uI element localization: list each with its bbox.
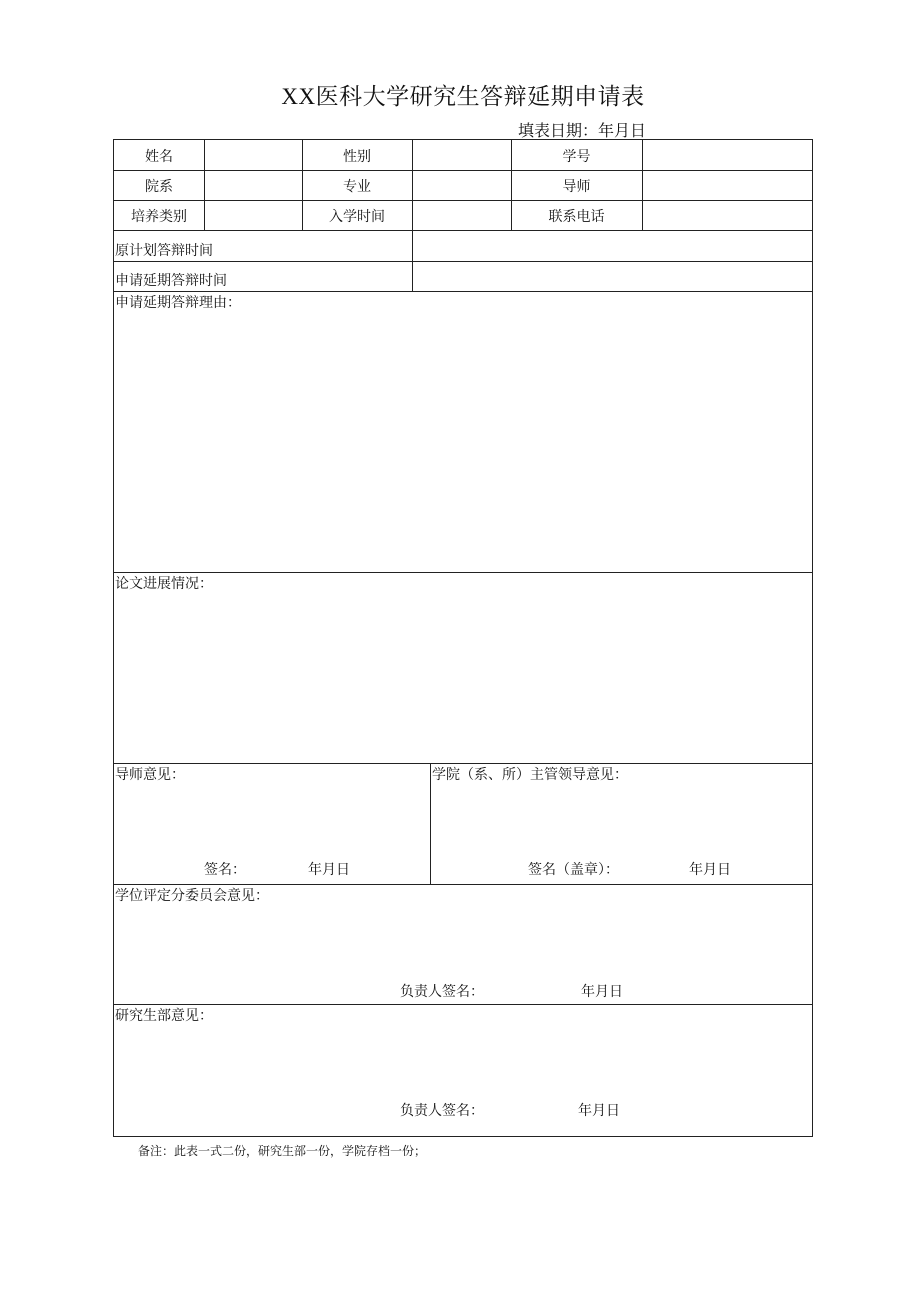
label-supervisor: 导师 [562, 179, 591, 195]
label-major: 专业 [343, 179, 371, 195]
label-delayed-defense-time: 申请延期答辩时间 [115, 273, 227, 289]
supervisor-sign-label: 签名： [204, 862, 246, 878]
delay-reason-field[interactable] [115, 312, 811, 570]
phone-field[interactable] [643, 201, 811, 229]
name-field[interactable] [205, 141, 301, 169]
committee-opinion-field[interactable] [115, 905, 811, 975]
thesis-progress-field[interactable] [115, 593, 811, 761]
delayed-defense-time-field[interactable] [413, 262, 811, 290]
label-phone: 联系电话 [548, 209, 605, 225]
department-field[interactable] [205, 171, 301, 199]
form-title [0, 78, 920, 111]
row-divider [114, 763, 812, 764]
label-department: 院系 [145, 179, 173, 195]
original-defense-time-field[interactable] [413, 231, 811, 260]
col-divider [430, 763, 431, 884]
committee-date-label: 年月日 [581, 984, 623, 1000]
title-main: 医科大学研究生答辩延期申请表 [315, 84, 645, 110]
supervisor-date-label: 年月日 [308, 862, 350, 878]
label-supervisor-opinion: 导师意见： [115, 767, 185, 783]
label-original-defense-time: 原计划答辩时间 [115, 243, 213, 259]
row-divider [114, 291, 812, 292]
graduate-dept-sign-label: 负责人签名： [400, 1103, 484, 1119]
enrollment-time-field[interactable] [413, 201, 510, 229]
label-thesis-progress: 论文进展情况： [115, 576, 213, 592]
application-form [113, 139, 813, 1137]
supervisor-field[interactable] [643, 171, 811, 199]
label-college-opinion: 学院（系、所）主管领导意见： [432, 767, 628, 783]
title-prefix: XX [281, 84, 316, 109]
label-graduate-dept-opinion: 研究生部意见： [115, 1008, 213, 1024]
row-divider [114, 1004, 812, 1005]
committee-sign-label: 负责人签名： [400, 984, 484, 1000]
college-date-label: 年月日 [689, 862, 731, 878]
label-student-id: 学号 [562, 149, 591, 165]
row-divider [114, 884, 812, 885]
footnote: 备注：此表一式二份，研究生部一份，学院存档一份； [138, 1144, 427, 1158]
label-gender: 性别 [343, 149, 371, 165]
supervisor-opinion-field[interactable] [115, 784, 429, 854]
fill-date: 填表日期：年月日 [518, 121, 647, 140]
student-id-field[interactable] [643, 141, 811, 169]
training-type-field[interactable] [205, 201, 301, 229]
college-opinion-field[interactable] [432, 784, 811, 854]
label-committee-opinion: 学位评定分委员会意见： [115, 888, 269, 904]
label-delay-reason: 申请延期答辩理由： [115, 295, 241, 311]
graduate-dept-opinion-field[interactable] [115, 1025, 811, 1095]
label-training-type: 培养类别 [131, 209, 187, 225]
label-name: 姓名 [145, 149, 173, 165]
gender-field[interactable] [413, 141, 510, 169]
graduate-dept-date-label: 年月日 [578, 1103, 620, 1119]
row-divider [114, 572, 812, 573]
college-sign-label: 签名（盖章）： [528, 862, 619, 878]
label-enrollment-time: 入学时间 [329, 209, 385, 225]
major-field[interactable] [413, 171, 510, 199]
